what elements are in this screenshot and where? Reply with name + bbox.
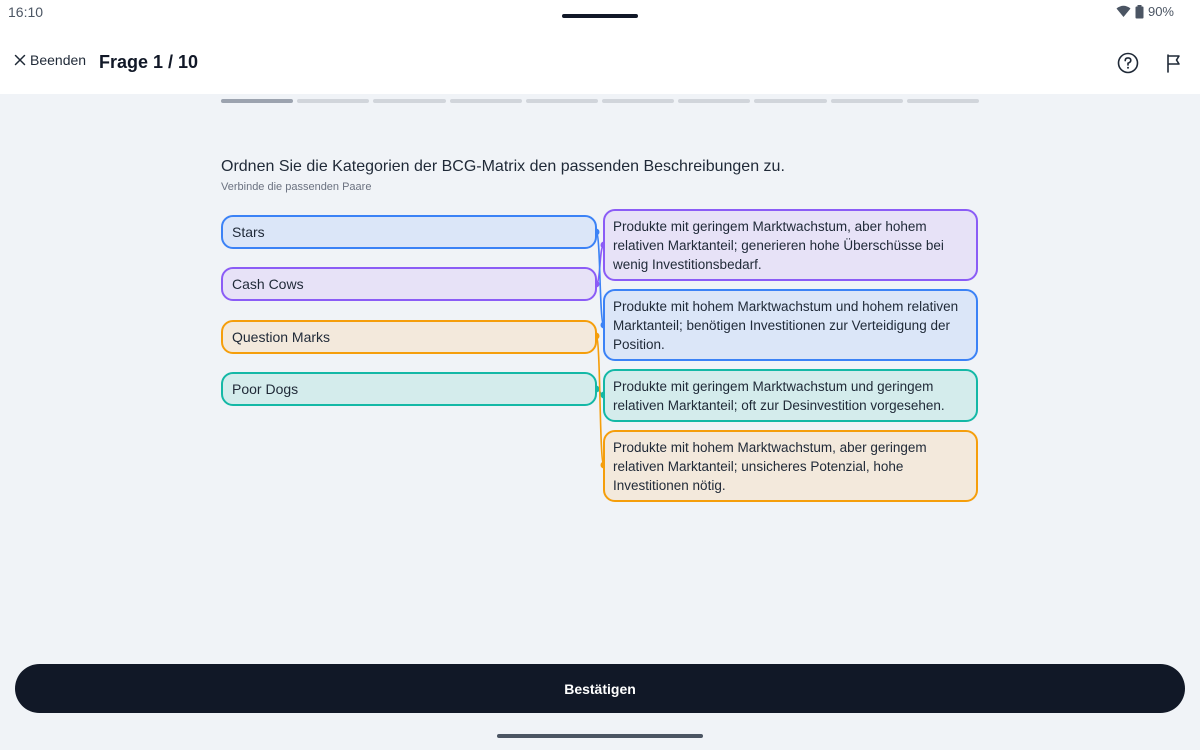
progress-segment xyxy=(907,99,979,103)
progress-segment xyxy=(602,99,674,103)
match-right-item-1[interactable]: Produkte mit geringem Marktwachstum, aber hohem relativen Marktanteil; generieren hohe Überschüsse bei wenig Investitionsbedarf. xyxy=(603,209,978,281)
confirm-button[interactable]: Bestätigen xyxy=(15,664,1185,713)
exit-label: Beenden xyxy=(30,52,87,68)
match-right-item-4[interactable]: Produkte mit hohem Marktwachstum, aber geringem relativen Marktanteil; unsicheres Potenzial, hohe Investitionen nötig. xyxy=(603,430,978,502)
progress-bar xyxy=(221,99,979,103)
app-header xyxy=(0,30,1200,94)
match-left-item-stars[interactable]: Stars xyxy=(221,215,597,249)
close-icon xyxy=(14,54,26,66)
match-left-item-cash-cows[interactable]: Cash Cows xyxy=(221,267,597,301)
camera-notch xyxy=(562,14,638,18)
progress-segment xyxy=(831,99,903,103)
status-time: 16:10 xyxy=(8,4,44,20)
status-indicators xyxy=(1116,4,1174,19)
progress-segment xyxy=(373,99,445,103)
progress-segment xyxy=(221,99,293,103)
flag-icon xyxy=(1163,52,1185,74)
progress-segment xyxy=(297,99,369,103)
question-text: Ordnen Sie die Kategorien der BCG-Matrix den passenden Beschreibungen zu. xyxy=(221,158,785,175)
match-right-item-3[interactable]: Produkte mit geringem Marktwachstum und geringem relativen Marktanteil; oft zur Desinvestition vorgesehen. xyxy=(603,369,978,422)
match-left-item-question-marks[interactable]: Question Marks xyxy=(221,320,597,354)
match-right-item-2[interactable]: Produkte mit hohem Marktwachstum und hohem relativen Marktanteil; benötigen Investitionen zur Verteidigung der Position. xyxy=(603,289,978,361)
exit-button[interactable] xyxy=(14,52,86,68)
status-bar xyxy=(0,0,1200,30)
progress-segment xyxy=(754,99,826,103)
page-title: Frage 1 / 10 xyxy=(99,52,199,72)
help-circle-icon xyxy=(1117,52,1139,74)
question-hint: Verbinde die passenden Paare xyxy=(221,181,372,193)
match-left-item-poor-dogs[interactable]: Poor Dogs xyxy=(221,372,597,406)
home-indicator xyxy=(497,734,703,738)
battery-icon xyxy=(1135,5,1144,19)
progress-segment xyxy=(526,99,598,103)
report-button[interactable] xyxy=(1163,52,1185,79)
progress-segment xyxy=(450,99,522,103)
help-button[interactable] xyxy=(1117,52,1139,79)
wifi-icon xyxy=(1116,5,1131,18)
battery-percentage: 90% xyxy=(1147,4,1174,19)
progress-segment xyxy=(678,99,750,103)
